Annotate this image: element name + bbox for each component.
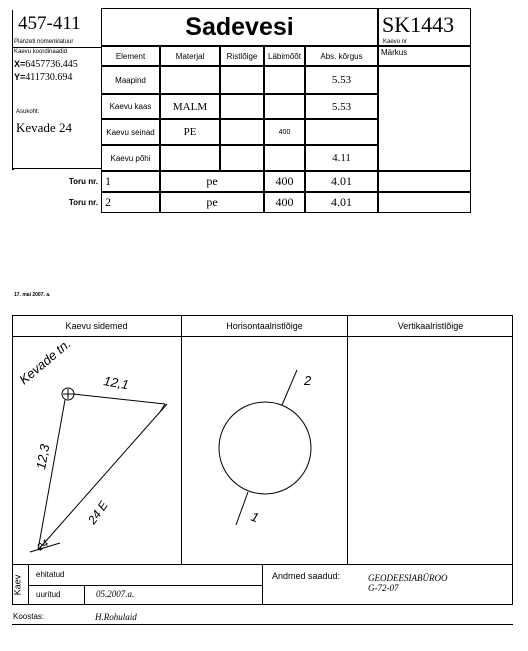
pipe-2-line — [282, 370, 297, 405]
footer-mid-divider — [262, 565, 263, 605]
col-connections: Kaevu sidemed — [65, 321, 128, 331]
pipe-row-label: Toru nr. — [68, 177, 98, 186]
well-circle — [219, 402, 311, 494]
col-horizontal: Horisontaalristlõige — [226, 321, 303, 331]
table-value: 5.53 — [331, 74, 352, 86]
table-value: 400 — [278, 128, 291, 136]
coords-caption: Kaevu koordinaadid — [14, 49, 68, 55]
data-source-value-2: G-72-07 — [368, 583, 399, 593]
dist-diag: 24 E — [84, 498, 111, 527]
footer-label-divider — [84, 585, 85, 605]
data-source-value-1: GEODEESIABÜROO — [368, 573, 448, 583]
surveyed-value: 05.2007.a. — [96, 589, 135, 599]
row-label: Kaevu kaas — [109, 102, 152, 111]
column-header: Märkus — [381, 48, 408, 57]
column-header: Läbimõõt — [268, 51, 301, 61]
compiled-line — [12, 624, 513, 625]
location-value: Kevade 24 — [16, 120, 72, 135]
row-label: Kaevu põhi — [110, 153, 151, 163]
pipe-elevation: 4.01 — [331, 195, 352, 209]
street-label: Kevade tn. — [16, 335, 74, 388]
col-vertical: Vertikaalristlõige — [397, 321, 464, 331]
pipe-2-label: 2 — [304, 373, 312, 388]
pipe-row-label: Toru nr. — [68, 198, 98, 207]
column-header: Materjal — [175, 51, 205, 61]
pipe-1-line — [236, 492, 248, 525]
coord-x-value: 6457736.445 — [25, 59, 78, 70]
measure-line-left — [38, 400, 65, 550]
pipe-number: 1 — [105, 174, 111, 188]
well-number-caption: Kaevu nr — [383, 39, 408, 45]
pipe-material: pe — [206, 195, 218, 209]
nomenclature-number: 457-411 — [18, 13, 81, 34]
block-left-border — [12, 10, 13, 169]
pipe-material: pe — [206, 174, 218, 188]
table-value: MALM — [172, 100, 208, 113]
pipe-elevation: 4.01 — [331, 174, 352, 188]
compiled-label: Koostas: — [13, 612, 45, 621]
pipe-diameter: 400 — [275, 174, 294, 188]
block-bottom-border — [12, 168, 101, 169]
coord-x-label: X= — [14, 59, 26, 69]
table-value: PE — [183, 126, 197, 138]
nomenclature-caption: Planzeti nomenklatuur — [14, 39, 74, 45]
coord-y-value: 411730.694 — [25, 72, 73, 83]
date-stamp: 17. mai 2007. a. — [14, 292, 51, 298]
dist-left: 12,3 — [33, 442, 53, 471]
dist-corner: 24 — [35, 538, 51, 554]
table-value: 5.53 — [331, 100, 352, 113]
table-value: 4.11 — [332, 152, 351, 164]
measure-line-diag — [38, 404, 167, 550]
horizontal-section — [219, 370, 311, 525]
surveyed-label: uuritud — [36, 590, 61, 599]
coord-y-label: Y= — [14, 72, 26, 82]
well-number: SK1443 — [382, 12, 455, 37]
location-caption: Asukoht: — [16, 109, 40, 115]
page-title: Sadevesi — [185, 12, 294, 41]
pipe-number: 2 — [105, 195, 111, 209]
column-header: Abs. kõrgus — [320, 51, 363, 61]
compiled-value: H.Rohulaid — [95, 612, 137, 622]
measure-line-top — [73, 394, 165, 412]
row-label: Kaevu seinad — [106, 127, 155, 137]
dist-top: 12,1 — [102, 373, 131, 393]
column-header: Ristlõige — [226, 51, 258, 61]
connection-sketch — [30, 388, 167, 552]
footer-side-label: Kaev — [12, 574, 23, 596]
column-header: Element — [115, 51, 146, 61]
row-label: Maapind — [115, 75, 146, 85]
pipe-diameter: 400 — [275, 195, 294, 209]
data-source-label: Andmed saadud: — [272, 571, 341, 581]
built-label: ehitatud — [36, 570, 65, 579]
pipe-1-label: 1 — [248, 508, 261, 526]
footer-row-divider — [28, 585, 262, 586]
